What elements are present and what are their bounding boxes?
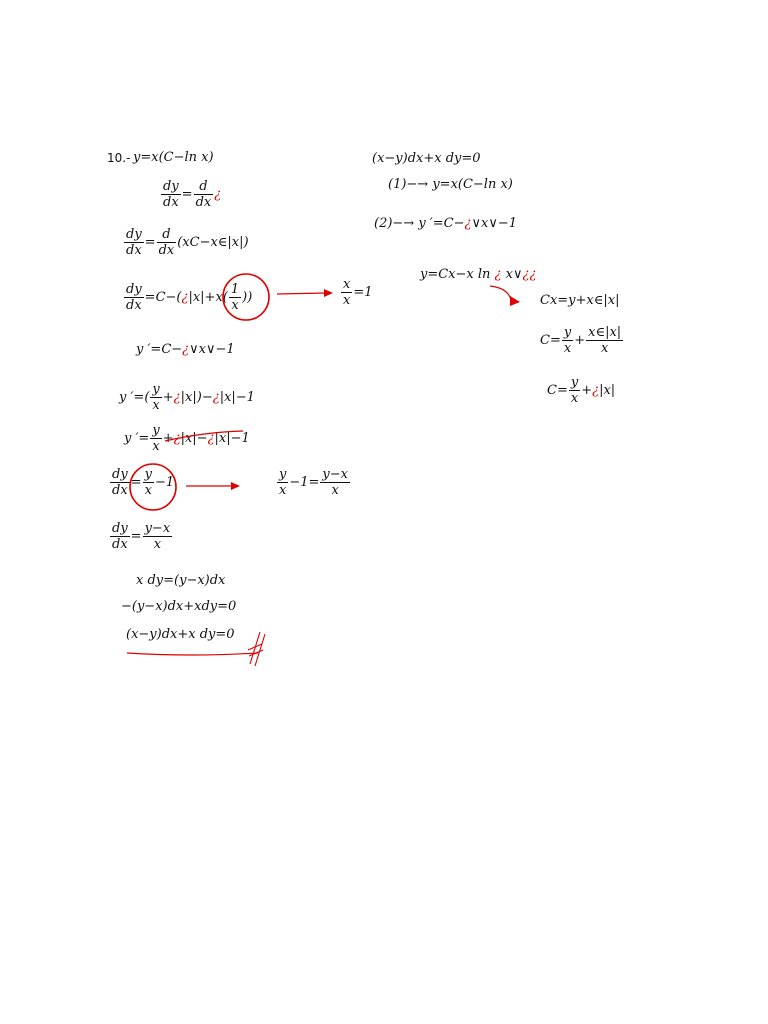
- frac-num: d: [194, 180, 214, 195]
- frac-num: dy: [112, 467, 128, 482]
- frac-num: dy: [126, 282, 142, 297]
- eq-y-prime-1: y ′=C−¿∨x∨−1: [136, 342, 235, 357]
- frac-num: d: [157, 228, 177, 243]
- frac-den: x: [331, 483, 339, 498]
- frac-den: dx: [126, 298, 142, 313]
- right-eq-2: (2)−→ y ′=C−¿∨x∨−1: [374, 216, 518, 231]
- arrow-right-1: [277, 293, 326, 294]
- frac-num: y: [563, 325, 572, 340]
- eq-separated: x dy=(y−x)dx: [136, 573, 226, 588]
- frac-num: dy: [126, 227, 142, 242]
- equals: =: [130, 475, 142, 490]
- frac-den: x: [152, 439, 160, 454]
- right-eq-expanded: y=Cx−x ln ¿ x∨¿¿: [420, 267, 537, 282]
- frac-den: x: [279, 483, 287, 498]
- frac-num: x∈|x|: [588, 325, 622, 340]
- frac-den: dx: [112, 483, 128, 498]
- expression: y ′=: [124, 431, 150, 446]
- frac-num: y: [152, 382, 160, 397]
- frac-den: x: [600, 341, 609, 356]
- equals: =: [144, 235, 156, 250]
- expression: C=: [540, 333, 561, 348]
- eq-rearranged: −(y−x)dx+xdy=0: [121, 599, 237, 614]
- frac-den: dx: [195, 195, 212, 210]
- garbled-char: ¿: [214, 187, 222, 202]
- plus: +: [574, 333, 586, 348]
- circle-annotation-2: [130, 464, 176, 510]
- expression: −1: [154, 475, 175, 490]
- frac-den: dx: [112, 537, 128, 552]
- expression: +¿|x|)−¿|x|−1: [162, 390, 255, 405]
- right-eq-given: (x−y)dx+x dy=0: [372, 151, 481, 166]
- expression-end: )): [242, 290, 253, 305]
- frac-den: x: [343, 293, 351, 308]
- expression: =1: [353, 285, 373, 300]
- frac-num: y: [570, 375, 579, 390]
- expression: +¿|x|: [581, 383, 616, 398]
- eq-final: (x−y)dx+x dy=0: [126, 627, 235, 642]
- final-underline: [127, 653, 258, 655]
- frac-num: dy: [163, 179, 179, 194]
- frac-num: y−x: [144, 521, 171, 536]
- frac-den: x: [144, 483, 152, 498]
- curved-arrow-head: [510, 296, 520, 306]
- problem-number: 10.-: [107, 151, 131, 165]
- frac-num: x: [343, 277, 351, 292]
- equals: =: [130, 529, 142, 544]
- eq-original: y=x(C−ln x): [133, 150, 214, 165]
- arrow-head-2: [231, 482, 240, 490]
- circle-annotation-1: [223, 274, 269, 320]
- arrow-head-1: [324, 289, 333, 297]
- end-mark: [248, 632, 265, 666]
- frac-num: 1: [230, 282, 240, 297]
- frac-num: y−x: [322, 467, 348, 482]
- frac-den: x: [152, 398, 160, 413]
- expression: =C−(¿|x|+x(: [144, 290, 228, 305]
- frac-num: dy: [112, 521, 128, 536]
- frac-den: dx: [163, 195, 179, 210]
- frac-den: x: [570, 391, 579, 406]
- equals: =: [181, 187, 193, 202]
- frac-num: y: [144, 467, 152, 482]
- expression: +¿|x|−¿|x|−1: [162, 431, 250, 446]
- right-eq-cx: Cx=y+x∈|x|: [540, 293, 620, 308]
- expression: (xC−x∈|x|): [177, 235, 249, 250]
- frac-num: y: [279, 467, 287, 482]
- frac-den: x: [231, 298, 239, 313]
- frac-num: y: [152, 423, 160, 438]
- frac-den: dx: [158, 243, 175, 258]
- frac-den: x: [563, 341, 572, 356]
- expression: C=: [547, 383, 568, 398]
- strike-through: [165, 431, 243, 441]
- frac-den: dx: [126, 243, 142, 258]
- expression: −1=: [289, 475, 320, 490]
- frac-den: x: [153, 537, 162, 552]
- expression: y ′=(: [119, 390, 150, 405]
- curved-arrow: [490, 286, 511, 300]
- right-eq-1: (1)−→ y=x(C−ln x): [388, 177, 513, 192]
